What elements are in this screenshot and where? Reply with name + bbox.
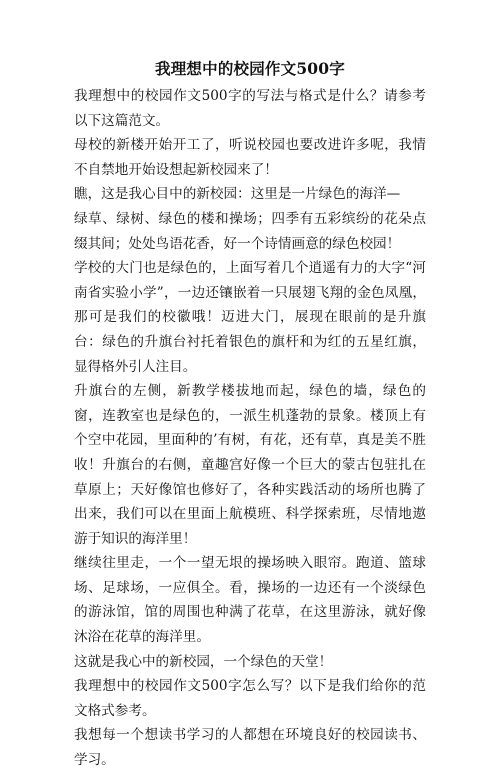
- paragraph-format-reference: 我理想中的校园作文500字怎么写？以下是我们给你的范文格式参考。: [74, 678, 426, 719]
- document-title: 我理想中的校园作文500字: [155, 59, 345, 78]
- paragraph-green-campus: 绿草、绿树、绿色的楼和操场；四季有五彩缤纷的花朵点缀其间；处处鸟语花香，好一个诗情画意的绿色校园！: [74, 210, 426, 252]
- paragraph-intro: 我理想中的校园作文500字的写法与格式是什么？请参考以下这篇范文。: [74, 88, 426, 129]
- paragraph-gate: 学校的大门也是绿色的，上面写着几个逍遥有力的大字“河南省实验小学”，一边还镶嵌着一只展翅飞翔的金色凤凰，那可是我们的校徽哦！迈进大门，展现在眼前的是升旗台：绿色的升旗台衬托着银色的旗杆和为红的五星红旗，显得格外引人注目。: [74, 260, 426, 375]
- paragraph-teaching-building: 升旗台的左侧，新教学楼拔地而起，绿色的墙，绿色的窗，连教室也是绿色的，一派生机蓬勃的景象。楼顶上有个空中花园，里面种的’有树，有花，还有草，真是美不胜收！升旗台的右侧，童趣宫好像一个巨大的蒙古包驻扎在草原上；天好像馆也修好了，各种实践活动的场所也腾了出来，我们可以在里面上航模班、科学探索班，尽情地遨游于知识的海洋里！: [74, 383, 426, 547]
- paragraph-paradise: 这就是我心中的新校园，一个绿色的天堂！: [74, 653, 333, 670]
- paragraph-look: 瞧，这是我心目中的新校园：这里是一片绿色的海洋—: [74, 186, 401, 203]
- paragraph-new-building: 母校的新楼开始开工了，听说校园也要改进许多呢，我情不自禁地开始设想起新校园来了！: [74, 137, 426, 178]
- paragraph-playground: 继续往里走，一个一望无垠的操场映入眼帘。跑道、篮球场、足球场，一应俱全。看，操场的一边还有一个淡绿色的游泳馆，馆的周围也种满了花草，在这里游泳，就好像沐浴在花草的海洋里。: [74, 555, 426, 646]
- paragraph-closing: 我想每一个想读书学习的人都想在环境良好的校园读书、学习。: [74, 727, 426, 769]
